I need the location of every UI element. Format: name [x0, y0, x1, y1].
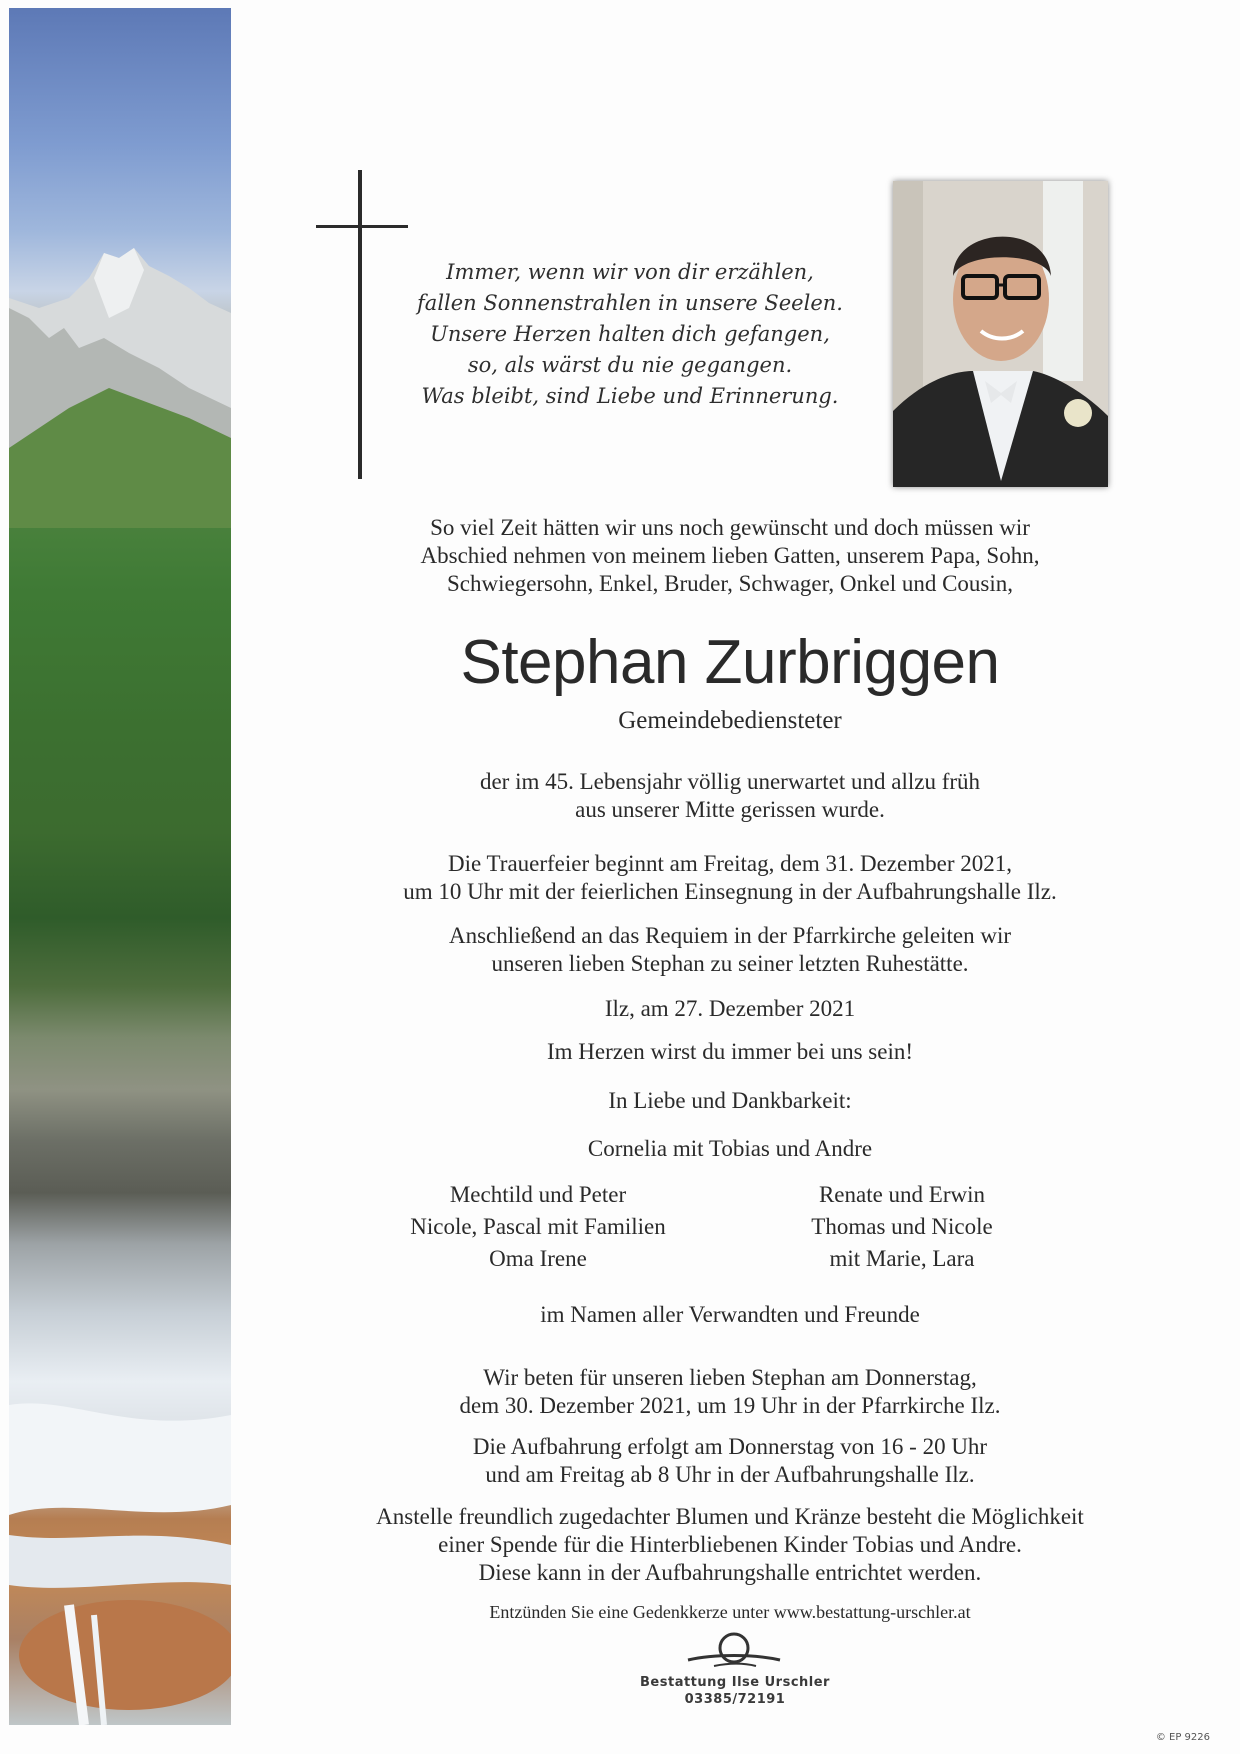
poem-line: Unsere Herzen halten dich gefangen,	[430, 322, 830, 346]
donation-text	[330, 1503, 1130, 1587]
burial-text	[330, 922, 1130, 978]
farewell-line: Im Herzen wirst du immer bei uns sein!	[547, 1039, 913, 1064]
mountain-peaks	[9, 8, 231, 528]
death-line: der im 45. Lebensjahr völlig unerwartet und allzu früh	[479, 769, 981, 794]
poem-line: so, als wärst du nie gegangen.	[467, 353, 793, 377]
landscape-strip-image	[9, 8, 231, 1725]
donation-line: Diese kann in der Aufbahrungshalle entrichtet werden.	[478, 1560, 982, 1585]
donation-line: einer Spende für die Hinterbliebenen Kinder Tobias und Andre.	[438, 1532, 1022, 1557]
deceased-name: Stephan Zurbriggen	[460, 628, 1000, 697]
family-right-column	[712, 1179, 1092, 1275]
donation-line: Anstelle freundlich zugedachter Blumen und Kränze besteht die Möglichkeit	[376, 1504, 1084, 1529]
funeral-home-name: Bestattung Ilse Urschler	[640, 1675, 830, 1690]
love-line: In Liebe und Dankbarkeit:	[608, 1088, 852, 1113]
burial-line: Anschließend an das Requiem in der Pfarrkirche geleiten wir	[448, 923, 1012, 948]
family-left-line: Mechtild und Peter	[449, 1182, 627, 1207]
deceased-occupation: Gemeindebediensteter	[618, 707, 842, 734]
ceremony-text	[330, 850, 1130, 906]
funeral-home-phone: 03385/72191	[684, 1692, 786, 1707]
laying-out-line: Die Aufbahrung erfolgt am Donnerstag von 16 - 20 Uhr	[472, 1434, 988, 1459]
prayer-line: dem 30. Dezember 2021, um 19 Uhr in der Pfarrkirche Ilz.	[459, 1393, 1001, 1418]
death-line: aus unserer Mitte gerissen wurde.	[575, 797, 885, 822]
ceremony-line: Die Trauerfeier beginnt am Freitag, dem 31. Dezember 2021,	[448, 851, 1012, 876]
death-text	[330, 768, 1130, 824]
form-code: © EP 9226	[1155, 1732, 1210, 1743]
family-right-line: mit Marie, Lara	[829, 1246, 975, 1271]
cross-icon	[358, 170, 362, 479]
family-right-line: Thomas und Nicole	[811, 1214, 993, 1239]
spouse-line: Cornelia mit Tobias und Andre	[587, 1136, 873, 1161]
poem-line: Immer, wenn wir von dir erzählen,	[446, 260, 814, 284]
family-left-line: Nicole, Pascal mit Familien	[410, 1214, 666, 1239]
funeral-home-info	[600, 1674, 870, 1708]
family-left-line: Oma Irene	[489, 1246, 587, 1271]
prayer-text	[330, 1364, 1130, 1420]
laying-out-text	[330, 1433, 1130, 1489]
burial-line: unseren lieben Stephan zu seiner letzten Ruhestätte.	[491, 951, 969, 976]
ceremony-line: um 10 Uhr mit der feierlichen Einsegnung in der Aufbahrungshalle Ilz.	[403, 879, 1057, 904]
place-date: Ilz, am 27. Dezember 2021	[604, 996, 856, 1021]
portrait-photo	[893, 181, 1108, 487]
funeral-home-logo-icon	[684, 1630, 784, 1672]
family-right-line: Renate und Erwin	[818, 1182, 986, 1207]
intro-line: Schwiegersohn, Enkel, Bruder, Schwager, Onkel und Cousin,	[446, 571, 1014, 596]
intro-line: So viel Zeit hätten wir uns noch gewünscht und doch müssen wir	[430, 515, 1030, 540]
candle-line: Entzünden Sie eine Gedenkkerze unter www.bestattung-urschler.at	[489, 1602, 971, 1622]
poem	[405, 257, 855, 412]
poem-line: Was bleibt, sind Liebe und Erinnerung.	[421, 384, 839, 408]
mountain-stream	[9, 1205, 231, 1725]
poem-line: fallen Sonnenstrahlen in unsere Seelen.	[417, 291, 843, 315]
relatives-line: im Namen aller Verwandten und Freunde	[540, 1302, 920, 1327]
family-left-column	[348, 1179, 728, 1275]
prayer-line: Wir beten für unseren lieben Stephan am Donnerstag,	[483, 1365, 977, 1390]
laying-out-line: und am Freitag ab 8 Uhr in der Aufbahrungshalle Ilz.	[485, 1462, 975, 1487]
cross-crossbar	[316, 225, 408, 228]
intro-line: Abschied nehmen von meinem lieben Gatten, unserem Papa, Sohn,	[420, 543, 1040, 568]
intro-text	[330, 514, 1130, 598]
